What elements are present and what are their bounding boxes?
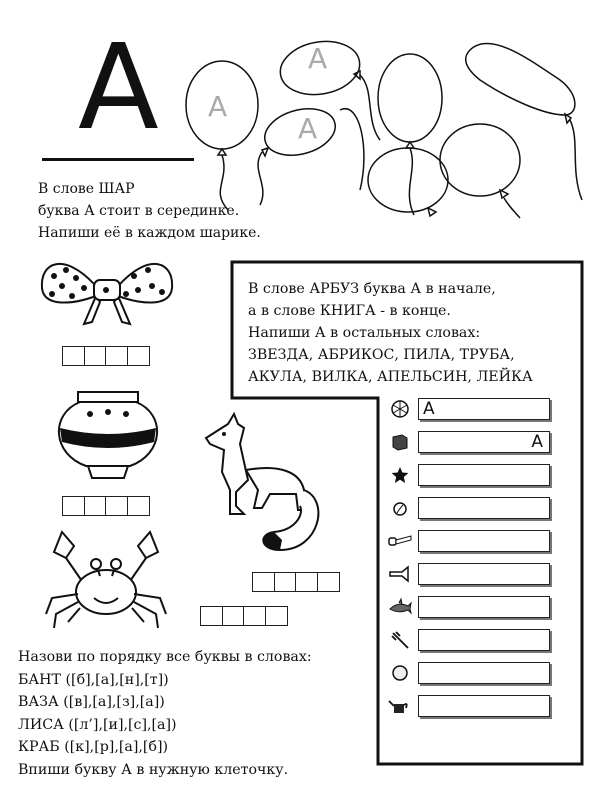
letter-cell[interactable] [295,572,318,592]
prefilled-letter: А [531,432,543,452]
letter-cell[interactable] [274,572,297,592]
word-row [388,627,558,653]
letter-cell[interactable] [62,346,85,366]
watering-can-icon [388,694,412,718]
orange-icon [388,661,412,685]
fork-icon [388,628,412,652]
letter-cell[interactable] [105,346,128,366]
title-letter: А [78,18,159,156]
vaza-cells [64,496,150,516]
answer-field[interactable] [418,464,550,486]
letter-cell[interactable] [84,496,107,516]
word-row [388,561,558,587]
rules-line-1: В слове АРБУЗ буква А в начале, [248,281,496,297]
answer-field[interactable] [418,431,550,453]
bant-cells [64,346,150,366]
star-icon [388,463,412,487]
balloon-4 [378,54,442,142]
answer-field[interactable] [418,530,550,552]
balloon-5 [368,148,448,212]
letter-cell[interactable] [84,346,107,366]
answer-field[interactable] [418,563,550,585]
intro-line-3: Напиши её в каждом шарике. [38,225,261,241]
intro-text [38,178,261,244]
krab-cells [202,606,288,626]
fox-illustration [200,410,350,570]
letter-cell[interactable] [252,572,275,592]
rules-line-3: Напиши А в остальных словах: [248,325,481,341]
letter-cell[interactable] [222,606,245,626]
letter-cell[interactable] [200,606,223,626]
letter-cell[interactable] [265,606,288,626]
intro-line-2: буква А стоит в серединке. [38,203,240,219]
task-text [18,646,312,782]
balloon-6 [440,124,520,196]
answer-field[interactable] [418,662,550,684]
task-line-1: Назови по порядку все буквы в словах: [18,649,312,665]
letter-cell[interactable] [243,606,266,626]
word-row [388,462,558,488]
letter-cell[interactable] [127,346,150,366]
word-row [388,594,558,620]
balloon-letter-2: А [308,42,328,75]
crab-illustration [40,528,180,632]
bow-illustration [34,252,184,332]
balloon-letter-3: А [298,112,318,145]
rules-line-4: ЗВЕЗДА, АБРИКОС, ПИЛА, ТРУБА, [248,347,515,363]
answer-field[interactable] [418,695,550,717]
balloon-letter-1: А [208,90,228,123]
balloon-7 [466,43,575,115]
word-row [388,396,558,422]
letter-cell[interactable] [105,496,128,516]
apricot-icon [388,496,412,520]
task-line-5: КРАБ ([к],[р],[а],[б]) [18,739,169,756]
saw-icon [388,529,412,553]
prefilled-letter: А [423,399,435,419]
word-row [388,660,558,686]
task-line-2: БАНТ ([б],[а],[н],[т]) [18,671,169,688]
word-row [388,495,558,521]
rules-line-5: АКУЛА, ВИЛКА, АПЕЛЬСИН, ЛЕЙКА [248,369,533,385]
word-row [388,429,558,455]
book-icon [388,430,412,454]
task-line-4: ЛИСА ([л’],[и],[с],[а]) [18,716,177,733]
answer-field[interactable] [418,596,550,618]
answer-field[interactable] [418,398,550,420]
word-row [388,693,558,719]
answer-field[interactable] [418,629,550,651]
task-line-3: ВАЗА ([в],[а],[з],[а]) [18,694,165,711]
trumpet-icon [388,562,412,586]
shark-icon [388,595,412,619]
watermelon-icon [388,397,412,421]
letter-cell[interactable] [127,496,150,516]
task-line-6: Впиши букву А в нужную клеточку. [18,761,289,778]
vase-illustration [50,384,166,484]
rules-text [248,278,533,388]
lisa-cells [254,572,340,592]
word-row [388,528,558,554]
letter-cell[interactable] [317,572,340,592]
letter-cell[interactable] [62,496,85,516]
rules-line-2: а в слове КНИГА - в конце. [248,303,451,319]
intro-line-1: В слове ШАР [38,181,135,197]
answer-field[interactable] [418,497,550,519]
